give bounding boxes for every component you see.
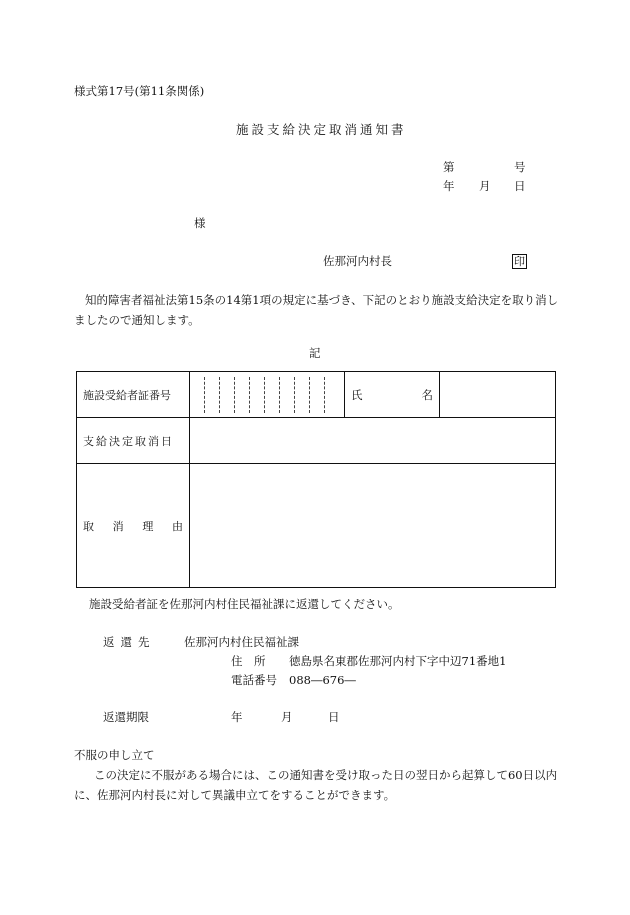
date-year: 年 (443, 179, 455, 193)
phone-value: 088―676― (289, 673, 356, 687)
addressee-suffix: 様 (194, 216, 206, 230)
digit-divider (264, 377, 265, 413)
return-to-label: 返還先 (103, 635, 156, 649)
cert-number-label: 施設受給者証番号 (83, 388, 171, 402)
digit-divider (324, 377, 325, 413)
form-number: 様式第17号(第11条関係) (74, 84, 205, 98)
digit-divider (219, 377, 220, 413)
address-label: 住 所 (231, 654, 266, 668)
deadline-day: 日 (328, 710, 340, 724)
phone-label: 電話番号 (231, 673, 277, 687)
date-month: 月 (479, 179, 491, 193)
return-note: 施設受給者証を佐那河内村住民福祉課に返還してください。 (89, 597, 400, 611)
cancel-date-label: 支給決定取消日 (83, 434, 174, 448)
deadline-month: 月 (281, 710, 293, 724)
ki-heading: 記 (309, 346, 321, 360)
date-day: 日 (514, 179, 526, 193)
digit-divider (204, 377, 205, 413)
table-row (77, 418, 556, 464)
sender-name: 佐那河内村長 (323, 254, 392, 268)
doc-number-prefix: 第 (443, 160, 455, 174)
objection-text: この決定に不服がある場合には、この通知書を受け取った日の翌日から起算して60日以内に、佐那河内村長に対して異議申立てをすることができます。 (74, 768, 558, 802)
digit-divider (279, 377, 280, 413)
cancel-date-value-cell (190, 418, 556, 464)
digit-divider (309, 377, 310, 413)
digit-divider (234, 377, 235, 413)
deadline-year: 年 (231, 710, 243, 724)
cancel-date-label-cell (77, 418, 190, 464)
name-label: 氏 名 (351, 387, 433, 402)
name-value-cell (440, 372, 556, 418)
cert-number-label-cell (77, 372, 190, 418)
reason-label: 取 消 理 由 (83, 519, 183, 533)
name-label-cell (345, 372, 440, 418)
cert-number-cell (190, 372, 345, 418)
document-title: 施設支給決定取消通知書 (236, 122, 407, 137)
digit-divider (294, 377, 295, 413)
digit-divider (249, 377, 250, 413)
reason-value-cell (190, 464, 556, 588)
seal-mark: 印 (514, 255, 525, 268)
return-to-dept: 佐那河内村住民福祉課 (184, 635, 299, 649)
address-value: 徳島県名東郡佐那河内村下字中辺71番地1 (289, 654, 507, 668)
reason-label-cell (77, 464, 190, 588)
cert-number-boxes (190, 372, 344, 417)
deadline-label: 返還期限 (103, 710, 149, 724)
body-text: 知的障害者福祉法第15条の14第1項の規定に基づき、下記のとおり施設支給決定を取り消しましたので通知します。 (74, 293, 559, 327)
doc-number-suffix: 号 (514, 160, 526, 174)
table-row (77, 464, 556, 588)
objection-heading: 不服の申し立て (74, 748, 155, 762)
record-table (76, 371, 556, 588)
table-row (77, 372, 556, 418)
